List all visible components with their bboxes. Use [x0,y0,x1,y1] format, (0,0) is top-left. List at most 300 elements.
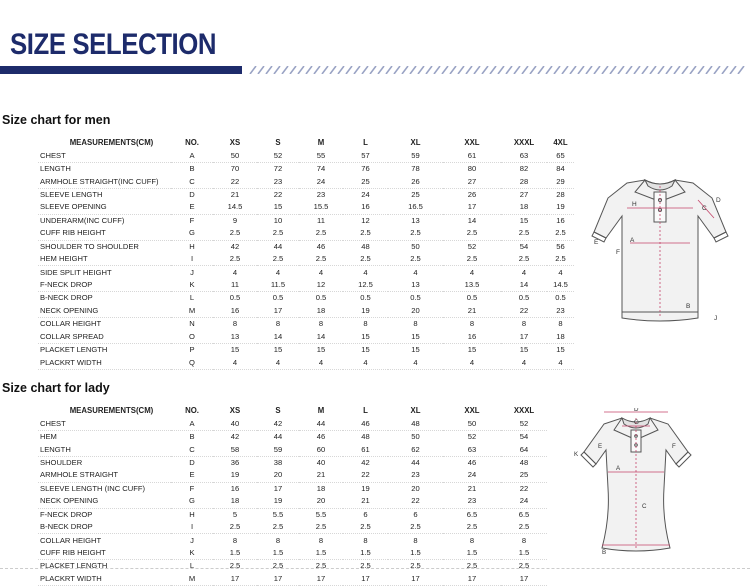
size-value: 5.5 [272,509,284,519]
size-value: 60 [299,443,343,456]
size-value: 54 [519,241,529,251]
measurement-code: B [189,432,195,442]
size-value: 25 [343,175,388,188]
footer-divider [0,568,750,569]
size-value: 8 [318,319,324,329]
measurement-name: B-NECK DROP [40,293,93,303]
column-header: L [363,406,368,416]
table-row [38,560,547,573]
size-value: 25 [411,189,420,199]
size-value: 72 [273,164,283,174]
size-value: 54 [519,432,529,442]
size-value: 22 [519,483,529,493]
size-value: 20 [411,483,420,493]
size-value: 24 [299,175,343,188]
size-value: 8 [413,535,418,545]
size-value: 2.5 [466,561,478,571]
measurement-code: F [189,483,195,493]
measurement-code: B [189,164,195,174]
size-value: 12 [361,215,370,225]
size-value: 13 [411,215,420,225]
size-value: 2.5 [213,227,257,240]
measurement-code: K [171,279,213,292]
size-value: 2.5 [443,227,501,240]
size-value: 28 [556,189,565,199]
size-value: 6.5 [466,509,478,519]
size-value: 74 [316,164,326,174]
diagram-label: D [634,408,639,413]
size-value: 63 [443,443,501,456]
table-row [38,508,547,521]
size-value: 16 [443,331,501,344]
size-value: 17 [343,573,388,586]
table-row [38,331,574,344]
table-row [38,521,547,534]
table-row [38,292,574,305]
size-value: 11.5 [257,279,299,292]
column-header: XXXL [513,138,535,148]
size-value: 4 [232,267,238,277]
size-value: 4 [501,356,547,369]
size-value: 2.5 [388,253,443,266]
measurement-code: G [171,227,213,240]
diagram-label: E [598,443,603,450]
diagram-label: C [702,205,707,212]
measurement-code: A [171,417,213,430]
column-header: XXL [464,138,480,148]
size-value: 19 [343,305,388,318]
measurement-name: F-NECK DROP [38,279,171,292]
size-value: 12.5 [343,279,388,292]
size-value: 13 [388,279,443,292]
size-value: 84 [556,164,565,174]
column-header: XXXL [513,406,535,416]
size-value: 0.5 [410,293,421,303]
measurement-code: D [189,457,195,467]
size-value: 17 [501,331,547,344]
measurement-code: H [189,509,195,519]
column-header: L [363,138,368,148]
table-row [38,456,547,469]
size-value: 42 [361,457,370,467]
size-value: 17 [443,573,501,586]
size-value: 20 [299,495,343,508]
size-value: 14.5 [213,201,257,214]
size-value: 2.5 [443,253,501,266]
measurement-name: SLEEVE OPENING [38,201,171,214]
size-value: 4 [363,267,368,277]
men-polo-diagram [590,178,730,328]
size-value: 8 [521,535,527,545]
diagram-label: E [594,239,599,246]
measurement-name: B-NECK DROP [38,521,171,534]
size-value: 25 [501,469,547,482]
measurement-name: LENGTH [40,164,71,174]
size-value: 18 [547,331,574,344]
size-value: 22 [343,469,388,482]
size-value: 8 [521,319,527,329]
size-value: 2.5 [388,521,443,534]
measurement-name: SHOULDER TO SHOULDER [40,241,139,251]
size-value: 15 [316,345,326,355]
table-row [38,201,574,214]
size-value: 50 [443,417,501,430]
size-value: 15 [467,345,477,355]
measurement-name: LENGTH [38,443,171,456]
table-row [38,547,547,560]
measurement-code: J [190,535,194,545]
measurement-name: NECK OPENING [38,305,171,318]
table-row [38,495,547,508]
size-value: 0.5 [229,293,241,303]
size-value: 4 [521,267,527,277]
size-value: 4 [343,356,388,369]
size-value: 80 [467,164,477,174]
size-value: 63 [501,149,547,162]
size-value: 2.5 [501,521,547,534]
column-header: XS [229,138,241,148]
table-header-row [38,405,547,417]
size-value: 12 [299,279,343,292]
size-value: 52 [467,241,477,251]
table-row [38,188,574,201]
size-value: 23 [257,175,299,188]
size-value: 0.5 [272,293,284,303]
size-value: 21 [343,495,388,508]
size-value: 24 [443,469,501,482]
size-value: 8 [558,319,563,329]
size-value: 11 [213,279,257,292]
diagram-label: B [686,303,691,310]
size-value: 5.5 [315,509,327,519]
table-row [38,266,574,279]
measurement-code: L [189,293,195,303]
measurement-name: SIDE SPLIT HEIGHT [40,267,112,277]
size-value: 16 [213,305,257,318]
measurement-name: CHEST [38,149,171,162]
size-value: 2.5 [388,227,443,240]
size-value: 4 [388,356,443,369]
size-value: 2.5 [272,561,284,571]
size-value: 27 [443,175,501,188]
column-header: XS [229,406,241,416]
measurement-code: J [190,267,194,277]
measurement-name: ARMHOLE STRAIGHT [38,469,171,482]
measurement-code: E [171,201,213,214]
size-value: 10 [273,215,283,225]
table-row [38,356,574,369]
size-value: 46 [316,432,326,442]
measurement-name: CUFF RIB HEIGHT [38,227,171,240]
table-row [38,417,547,430]
size-value: 24 [361,189,370,199]
size-value: 46 [343,417,388,430]
diagram-label: G [634,419,639,426]
size-value: 61 [343,443,388,456]
measurement-code: G [171,495,213,508]
table-row [38,279,574,292]
column-header: NO. [185,138,199,148]
size-value: 13.5 [443,279,501,292]
column-header: MEASUREMENTS(CM) [69,138,154,148]
measurement-name: ARMHOLE STRAIGHT(INC CUFF) [38,175,171,188]
size-value: 17 [257,573,299,586]
measurement-name: SLEEVE LENGTH [40,189,103,199]
table-row [38,443,547,456]
size-value: 0.5 [315,293,327,303]
size-value: 2.5 [299,521,343,534]
size-value: 23 [316,189,326,199]
size-value: 2.5 [547,227,574,240]
measurement-code: L [189,561,195,571]
table-row [38,482,547,495]
size-value: 44 [299,417,343,430]
size-value: 24 [501,495,547,508]
size-value: 23 [443,495,501,508]
size-value: 19 [361,483,370,493]
size-value: 14 [299,331,343,344]
measurement-code: O [171,331,213,344]
size-value: 22 [273,189,283,199]
size-value: 8 [413,319,418,329]
size-value: 15.5 [299,201,343,214]
size-value: 50 [213,149,257,162]
diagram-label: H [632,201,637,208]
size-value: 0.5 [360,293,371,303]
size-value: 59 [257,443,299,456]
size-value: 17 [299,573,343,586]
size-value: 4 [443,356,501,369]
diagram-label: B [602,549,607,556]
column-header: XL [410,406,421,416]
table-row [38,430,547,443]
size-value: 52 [257,149,299,162]
size-value: 2.5 [343,253,388,266]
size-value: 48 [361,241,370,251]
size-value: 17 [273,483,283,493]
size-value: 17 [213,573,257,586]
size-value: 0.5 [555,293,566,303]
size-value: 16.5 [388,201,443,214]
size-value: 26 [467,189,477,199]
size-value: 4 [469,267,475,277]
measurement-name: HEM HEIGHT [38,253,171,266]
size-value: 52 [501,417,547,430]
size-value: 2.5 [343,227,388,240]
measurement-name: CHEST [38,417,171,430]
size-value: 42 [257,417,299,430]
size-value: 56 [556,241,565,251]
size-value: 29 [547,175,574,188]
size-value: 4 [275,267,281,277]
size-value: 21 [443,305,501,318]
size-value: 17 [257,305,299,318]
men-section-title: Size chart for men [2,113,111,127]
size-value: 8 [232,535,238,545]
size-value: 2.5 [257,521,299,534]
size-value: 62 [388,443,443,456]
measurement-code: C [171,175,213,188]
measurement-name: COLLAR SPREAD [38,331,171,344]
size-value: 14.5 [547,279,574,292]
size-value: 2.5 [213,521,257,534]
size-value: 57 [343,149,388,162]
size-value: 61 [443,149,501,162]
measurement-code: H [189,241,195,251]
table-header-row [38,137,574,149]
size-value: 15 [519,345,529,355]
size-value: 40 [213,417,257,430]
table-row [38,227,574,240]
column-header: MEASUREMENTS(CM) [69,406,154,416]
size-value: 40 [316,457,326,467]
size-value: 17 [388,573,443,586]
column-header: NO. [185,406,199,416]
table-row [38,149,574,162]
measurement-code: P [189,345,195,355]
measurement-name: COLLAR HEIGHT [40,319,102,329]
measurement-code: Q [171,356,213,369]
measurement-code: F [189,215,195,225]
size-value: 17 [443,201,501,214]
size-value: 15 [257,201,299,214]
measurement-name: SHOULDER [40,457,83,467]
column-header: S [275,138,281,148]
measurement-code: K [171,547,213,560]
size-value: 4 [547,356,574,369]
size-value: 50 [411,432,420,442]
size-value: 22 [213,175,257,188]
size-value: 15 [343,331,388,344]
size-value: 1.5 [443,547,501,560]
size-value: 14 [467,215,477,225]
size-value: 4 [413,267,418,277]
lady-size-table [38,405,547,586]
size-value: 50 [411,241,420,251]
size-value: 55 [299,149,343,162]
size-value: 15 [273,345,283,355]
table-row [38,214,574,227]
size-value: 2.5 [360,561,371,571]
column-header: M [317,138,325,148]
size-value: 27 [519,189,529,199]
size-value: 15 [556,345,565,355]
header-divider [0,66,750,74]
size-value: 2.5 [343,521,388,534]
measurement-name: UNDERARM(INC CUFF) [40,215,125,225]
column-header: XXL [464,406,480,416]
size-value: 22 [388,495,443,508]
measurement-name: PLACKET LENGTH [40,561,108,571]
measurement-name: SLEEVE LENGTH (INC CUFF) [40,483,146,493]
table-row [38,240,574,253]
table-row [38,253,574,266]
size-value: 8 [469,319,475,329]
size-value: 16 [556,215,565,225]
size-value: 16 [343,201,388,214]
measurement-code: M [171,305,213,318]
size-value: 16 [230,483,240,493]
size-value: 2.5 [257,227,299,240]
size-value: 28 [501,175,547,188]
measurement-name: COLLAR HEIGHT [40,535,102,545]
size-value: 1.5 [501,547,547,560]
size-value: 2.5 [410,561,421,571]
page-title: SIZE SELECTION [10,28,217,61]
table-row [38,162,574,175]
size-value: 1.5 [343,547,388,560]
lady-polo-diagram [572,408,700,556]
size-value: 8 [318,535,324,545]
measurement-name: PLACKRT WIDTH [38,573,171,586]
size-value: 78 [411,164,420,174]
table-row [38,305,574,318]
size-value: 26 [388,175,443,188]
size-value: 48 [388,417,443,430]
size-value: 2.5 [315,561,327,571]
size-value: 52 [467,432,477,442]
column-header: XL [410,138,421,148]
size-value: 38 [273,457,283,467]
size-value: 8 [232,319,238,329]
measurement-code: I [171,521,213,534]
size-value: 65 [547,149,574,162]
diagram-label: A [630,237,635,244]
size-value: 8 [363,535,368,545]
measurement-code: N [189,319,195,329]
size-value: 4 [318,267,324,277]
measurement-code: M [171,573,213,586]
size-value: 22 [501,305,547,318]
size-value: 2.5 [257,253,299,266]
measurement-code: C [171,443,213,456]
size-value: 9 [232,215,238,225]
size-value: 23 [388,469,443,482]
size-value: 64 [501,443,547,456]
size-value: 8 [363,319,368,329]
size-value: 70 [230,164,240,174]
size-value: 0.5 [466,293,478,303]
size-value: 21 [230,189,240,199]
size-value: 46 [316,241,326,251]
size-value: 15 [388,331,443,344]
lady-section-title: Size chart for lady [2,381,110,395]
size-value: 2.5 [299,227,343,240]
size-value: 76 [361,164,370,174]
size-value: 48 [361,432,370,442]
size-value: 42 [230,241,240,251]
size-value: 15 [411,345,420,355]
diagram-label: F [616,249,620,256]
size-value: 19 [213,469,257,482]
diagram-label: K [574,451,579,458]
size-value: 42 [230,432,240,442]
measurement-name: HEM [40,432,57,442]
size-value: 2.5 [443,521,501,534]
size-value: 20 [257,469,299,482]
size-value: 15 [230,345,240,355]
size-value: 44 [273,241,283,251]
size-value: 18 [316,483,326,493]
size-value: 13 [213,331,257,344]
measurement-code: I [171,253,213,266]
size-value: 4 [213,356,257,369]
size-value: 82 [519,164,529,174]
size-value: 15 [519,215,529,225]
size-value: 8 [275,535,281,545]
size-value: 44 [273,432,283,442]
size-value: 21 [467,483,477,493]
